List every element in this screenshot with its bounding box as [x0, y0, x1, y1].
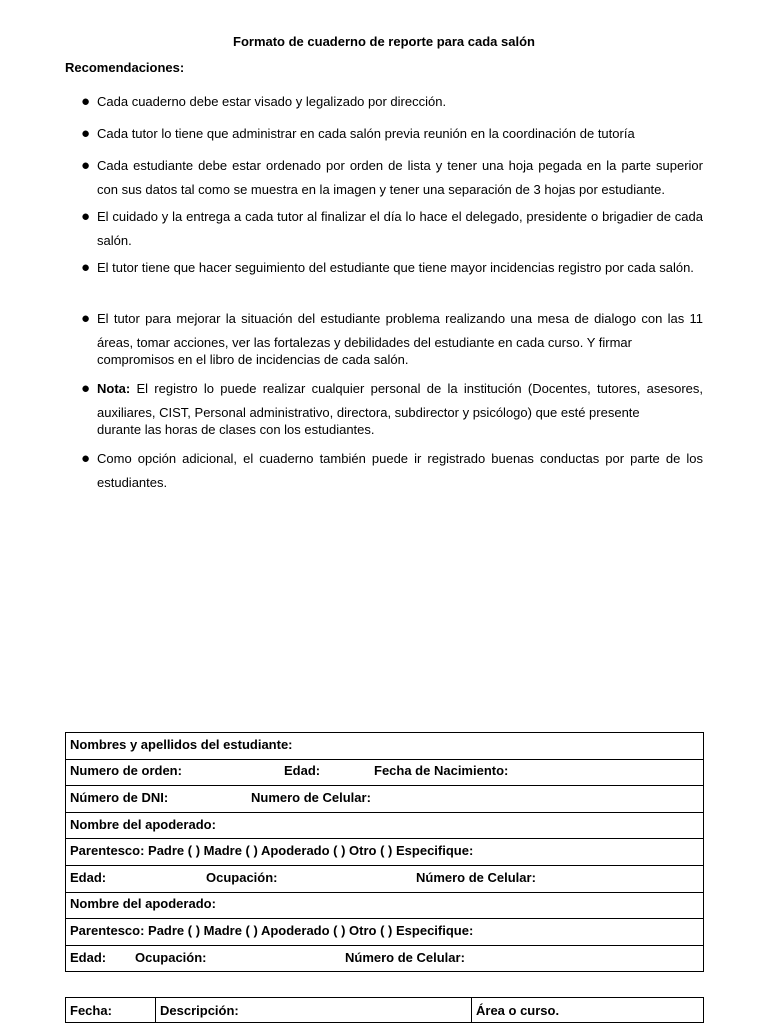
bullet-icon: ● — [81, 93, 91, 110]
recommendation-text: El tutor para mejorar la situación del estudiante problema realizando una mesa de dialogo con las 11 áreas, tomar acciones, ver las fortalezas y debilidades del estudiante en cada curso. Y firmar — [97, 311, 703, 350]
guardian-phone-label: Número de Celular: — [416, 869, 536, 885]
recommendation-text: Cada estudiante debe estar ordenado por orden de lista y tener una hoja pegada en la parte superior con sus datos tal como se muestra en la imagen y tener una separación de 3 hojas por estudiante. — [97, 158, 703, 197]
recommendation-item — [81, 154, 703, 201]
recommendation-text: Cada tutor lo tiene que administrar en cada salón previa reunión en la coordinación de tutoría — [97, 126, 635, 141]
note-label: Nota: — [97, 381, 131, 396]
recommendations-heading: Recomendaciones: — [65, 60, 185, 75]
description-column-header: Descripción: — [156, 998, 472, 1023]
form-row-dni-phone — [66, 786, 704, 813]
form-row-relationship — [66, 919, 704, 946]
recommendation-item — [81, 307, 703, 368]
bullet-icon: ● — [81, 157, 91, 174]
recommendation-item — [81, 205, 703, 252]
recommendation-text-tail: compromisos en el libro de incidencias de cada salón. — [97, 352, 409, 367]
guardian-name-label: Nombre del apoderado: — [70, 816, 216, 832]
bullet-icon: ● — [81, 450, 91, 467]
recommendation-text: El tutor tiene que hacer seguimiento del estudiante que tiene mayor incidencias registro por cada salón. — [97, 260, 694, 275]
relationship-label: Parentesco: Padre ( ) Madre ( ) Apoderado ( ) Otro ( ) Especifique: — [70, 922, 474, 938]
guardian-occupation-label: Ocupación: — [135, 949, 207, 965]
phone-label: Numero de Celular: — [251, 789, 371, 805]
recommendation-item — [81, 447, 703, 494]
bullet-icon: ● — [81, 310, 91, 327]
subject-column-header: Área o curso. — [472, 998, 704, 1023]
bullet-icon: ● — [81, 208, 91, 225]
form-row-guardian-name — [66, 892, 704, 919]
incident-report-table — [65, 997, 704, 1023]
bullet-icon: ● — [81, 380, 91, 397]
relationship-label: Parentesco: Padre ( ) Madre ( ) Apoderado ( ) Otro ( ) Especifique: — [70, 843, 474, 859]
student-name-label: Nombres y apellidos del estudiante: — [70, 736, 293, 752]
document-title: Formato de cuaderno de reporte para cada salón — [233, 34, 535, 49]
form-row-order-age-birth — [66, 759, 704, 786]
guardian-age-label: Edad: — [70, 869, 107, 885]
guardian-occupation-label: Ocupación: — [206, 869, 278, 885]
recommendation-item — [81, 122, 703, 146]
guardian-name-label: Nombre del apoderado: — [70, 896, 216, 912]
dni-label: Número de DNI: — [70, 789, 169, 805]
recommendation-text: El registro lo puede realizar cualquier personal de la institución (Docentes, tutores, asesores, auxiliares, CIST, Personal administrativo, directora, subdirector y psicólogo) que esté presente — [97, 381, 703, 420]
order-number-label: Numero de orden: — [70, 763, 182, 779]
recommendation-item — [81, 90, 703, 114]
student-data-form — [65, 732, 704, 972]
form-row-guardian-details — [66, 865, 704, 892]
form-row-guardian-details — [66, 945, 704, 972]
date-column-header: Fecha: — [66, 998, 156, 1023]
guardian-age-label: Edad: — [70, 949, 107, 965]
form-row-guardian-name — [66, 812, 704, 839]
recommendation-text: El cuidado y la entrega a cada tutor al finalizar el día lo hace el delegado, presidente o brigadier de cada salón. — [97, 209, 703, 248]
recommendation-text: Como opción adicional, el cuaderno también puede ir registrado buenas conductas por parte de los estudiantes. — [97, 451, 703, 490]
form-row-student-name — [66, 733, 704, 760]
form-row-relationship — [66, 839, 704, 866]
bullet-icon: ● — [81, 125, 91, 142]
recommendation-text-tail: durante las horas de clases con los estudiantes. — [97, 422, 375, 437]
report-header-row — [66, 998, 704, 1023]
guardian-phone-label: Número de Celular: — [345, 949, 465, 965]
recommendation-text: Cada cuaderno debe estar visado y legalizado por dirección. — [97, 94, 447, 109]
recommendation-item — [81, 256, 703, 280]
recommendation-item — [81, 377, 703, 438]
age-label: Edad: — [284, 763, 321, 779]
birth-date-label: Fecha de Nacimiento: — [374, 763, 509, 779]
bullet-icon: ● — [81, 259, 91, 276]
